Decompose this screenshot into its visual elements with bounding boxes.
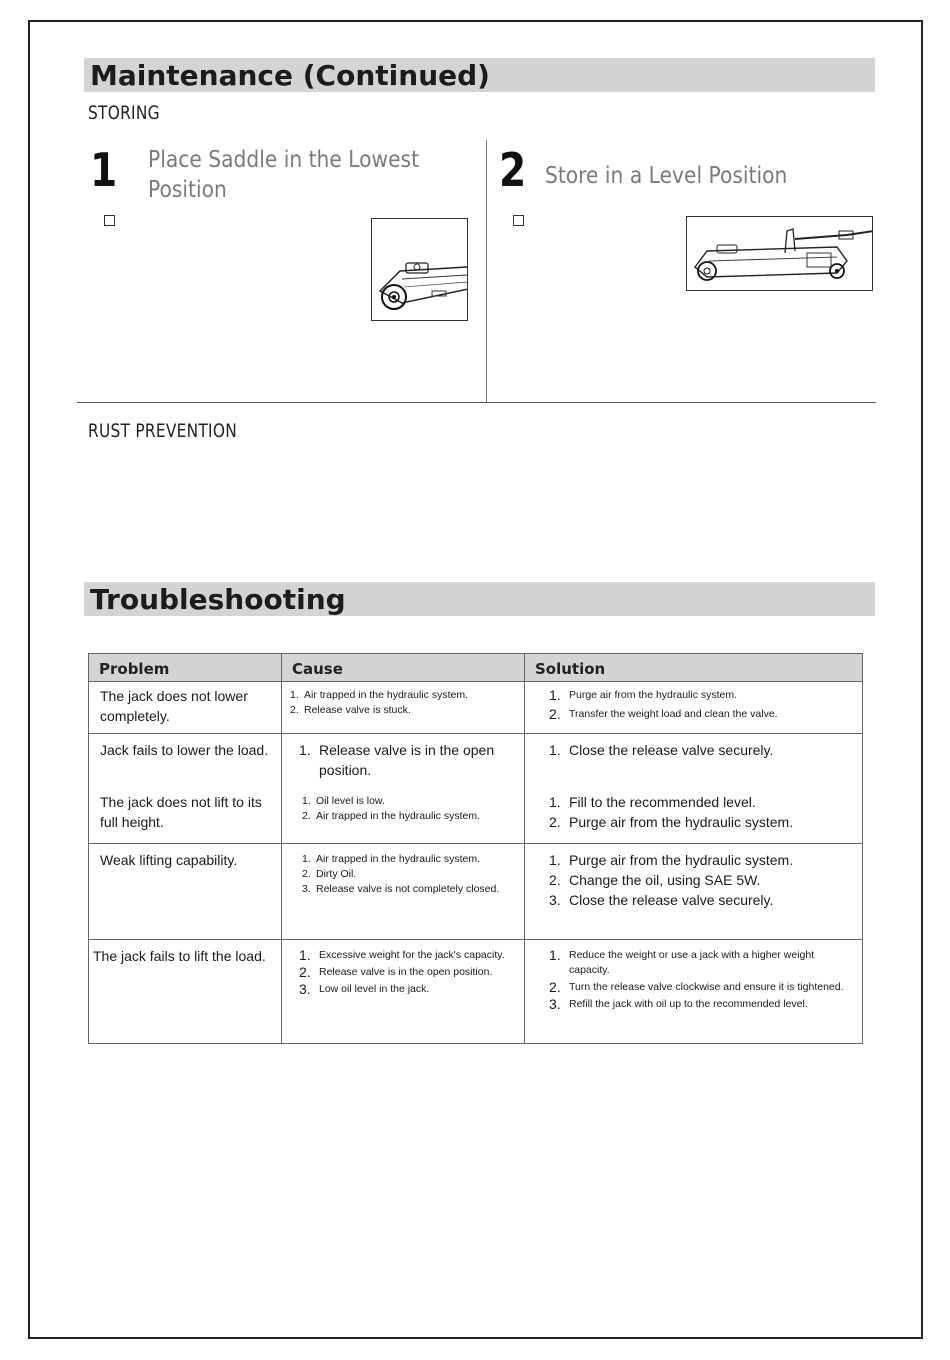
list-item: 1. Release valve is in the open position. — [299, 742, 495, 778]
problem-cell: Jack fails to lower the load. — [100, 742, 269, 758]
step-1-number: 1 — [90, 143, 118, 197]
list-item: 1. Oil level is low. — [302, 794, 385, 807]
list-item: 1. Excessive weight for the jack's capacity. — [299, 947, 505, 963]
cause-list — [299, 948, 518, 997]
cause-list — [290, 688, 518, 718]
table-row — [89, 682, 863, 734]
solution-list — [549, 686, 856, 724]
list-item: 2. Dirty Oil. — [302, 868, 357, 880]
list-item: 2. Turn the release valve clockwise and ensure it is tightened. — [549, 979, 844, 995]
step-1-title-line-1: Place Saddle in the Lowest — [148, 147, 420, 173]
troubleshooting-heading: Troubleshooting — [90, 583, 346, 616]
table-row — [89, 940, 863, 1044]
list-item: 1. Purge air from the hydraulic system. — [549, 852, 794, 868]
step-1-title — [148, 145, 419, 205]
jack-level-position-illustration — [686, 216, 873, 291]
table-row — [89, 734, 863, 788]
cause-list — [302, 852, 518, 897]
list-item: 3. Refill the jack with oil up to the recommended level. — [549, 996, 808, 1012]
cause-list — [302, 794, 518, 824]
steps-divider — [486, 140, 487, 402]
table-row — [89, 844, 863, 940]
rust-prevention-label: RUST PREVENTION — [88, 420, 238, 442]
problem-cell: The jack does not lower completely. — [100, 688, 248, 724]
list-item: 1. Close the release valve securely. — [549, 742, 774, 758]
list-item: 1. Purge air from the hydraulic system. — [549, 687, 738, 703]
table-header-row — [89, 654, 863, 682]
list-item: 2. Purge air from the hydraulic system. — [549, 813, 794, 830]
step-2-checkbox-icon — [513, 215, 524, 226]
list-item: 2. Release valve is in the open position. — [299, 964, 493, 980]
list-item: 2. Air trapped in the hydraulic system. — [302, 809, 480, 822]
list-item: 2. Change the oil, using SAE 5W. — [549, 872, 761, 888]
maintenance-heading: Maintenance (Continued) — [90, 59, 490, 92]
table-row — [89, 788, 863, 844]
solution-list — [549, 948, 856, 1012]
jack-front-icon — [372, 219, 468, 321]
list-item: 2. Release valve is stuck. — [290, 704, 411, 716]
list-item: 1. Reduce the weight or use a jack with a higher weight capacity. — [549, 947, 815, 976]
troubleshooting-heading-band — [84, 582, 875, 616]
solution-list — [549, 740, 856, 760]
problem-cell: Weak lifting capability. — [100, 852, 238, 868]
step-1-title-line-2: Position — [148, 177, 227, 203]
list-item: 1. Air trapped in the hydraulic system. — [290, 689, 468, 701]
problem-cell: The jack fails to lift the load. — [93, 948, 266, 964]
list-item: 3. Release valve is not completely closed. — [302, 883, 500, 895]
step-1-checkbox-icon — [104, 215, 115, 226]
list-item: 1. Fill to the recommended level. — [549, 793, 756, 810]
maintenance-heading-band — [84, 58, 875, 92]
jack-side-icon — [687, 217, 873, 291]
jack-lowest-position-illustration — [371, 218, 468, 321]
cause-list — [299, 740, 518, 780]
column-header-problem: Problem — [89, 654, 282, 682]
column-header-solution: Solution — [525, 654, 863, 682]
column-header-cause: Cause — [282, 654, 525, 682]
solution-list — [549, 792, 856, 832]
list-item: 3. Close the release valve securely. — [549, 892, 774, 908]
step-2-title: Store in a Level Position — [545, 163, 788, 189]
list-item: 1. Air trapped in the hydraulic system. — [302, 853, 480, 865]
solution-list — [549, 850, 856, 910]
list-item: 3. Low oil level in the jack. — [299, 981, 430, 997]
step-2-number: 2 — [499, 143, 527, 197]
troubleshooting-table — [88, 653, 863, 1044]
storing-label: STORING — [88, 102, 160, 124]
problem-cell: The jack does not lift to its full height. — [100, 793, 262, 830]
list-item: 2. Transfer the weight load and clean the valve. — [549, 706, 778, 722]
section-divider — [77, 402, 876, 403]
